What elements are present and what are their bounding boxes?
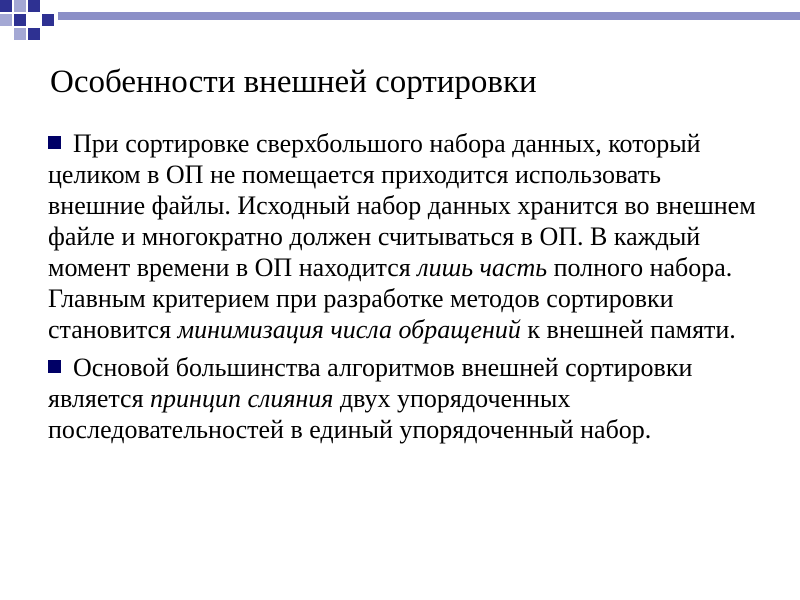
- bullet-square-icon: [48, 136, 61, 149]
- paragraph-text: При сортировке сверхбольшого набора данных, который целиком в ОП не помещается приходится использовать внешние файлы. Исходный набор данных хранится во внешнем файле и многократно должен считываться в ОП. В каждый момент времени в ОП находится: [48, 129, 756, 282]
- decor-square: [28, 28, 40, 40]
- paragraph-text: полного набора. Главным критерием при разработке методов сортировки становится: [48, 253, 733, 344]
- emphasized-text: минимизация числа обращений: [177, 315, 521, 344]
- decor-square: [14, 28, 26, 40]
- decor-square: [14, 0, 26, 12]
- paragraph-text: двух упорядоченных последовательностей в единый упорядоченный набор.: [48, 384, 652, 444]
- decor-bar: [58, 12, 800, 20]
- decor-square: [0, 14, 12, 26]
- slide-content: [48, 128, 760, 452]
- header-decoration: [0, 0, 800, 50]
- bullet-square-icon: [48, 360, 61, 373]
- paragraph-text: к внешней памяти.: [520, 315, 736, 344]
- paragraph-text: Основой большинства алгоритмов внешней сортировки является: [48, 353, 693, 413]
- decor-square: [0, 0, 12, 12]
- decor-square: [14, 14, 26, 26]
- bullet-paragraph: [48, 352, 760, 445]
- emphasized-text: принцип слияния: [150, 384, 334, 413]
- bullet-paragraph: [48, 128, 760, 345]
- emphasized-text: лишь часть: [417, 253, 548, 282]
- decor-square: [42, 14, 54, 26]
- decor-square: [28, 0, 40, 12]
- slide-title: Особенности внешней сортировки: [50, 64, 537, 100]
